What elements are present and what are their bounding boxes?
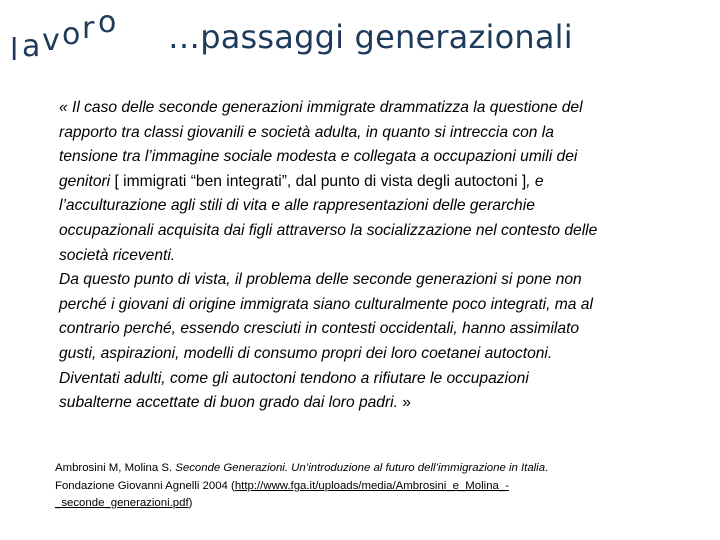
reference-line: _seconde_generazioni.pdf) — [55, 497, 193, 509]
quote-line: « Il caso delle seconde generazioni immigrate drammatizza la questione del — [59, 99, 583, 116]
quote-line: genitori [ immigrati “ben integrati”, dal punto di vista degli autoctoni ], e — [59, 172, 544, 190]
quote-line: tensione tra l’immagine sociale modesta e collegata a occupazioni umili dei — [59, 148, 578, 166]
reference-book-title: Seconde Generazioni. Un’introduzione al futuro dell’immigrazione in Italia — [175, 462, 546, 474]
quote-line: Da questo punto di vista, il problema delle seconde generazioni si pone non — [59, 271, 582, 289]
quote-line: subalterne accettate di buon grado dai loro padri. » — [59, 394, 411, 412]
quote-line: Diventati adulti, come gli autoctoni tendono a rifiutare le occupazioni — [59, 369, 529, 387]
quote-block — [59, 96, 685, 416]
quote-line: gusti, aspirazioni, modelli di consumo propri dei loro coetanei autoctoni. — [59, 344, 553, 362]
reference-publisher: Fondazione Giovanni Agnelli 2004 ( — [55, 479, 235, 492]
reference-citation — [55, 460, 695, 513]
reference-line — [55, 478, 695, 496]
quote-line: rapporto tra classi giovanili e società adulta, in quanto si intreccia con la — [59, 123, 554, 141]
quote-line: occupazionali acquisita dai figli attraverso la socializzazione nel contesto delle — [59, 221, 598, 239]
reference-line: Ambrosini M, Molina S. Seconde Generazioni. Un’introduzione al futuro dell’immigrazione in Italia. — [55, 462, 549, 474]
reference-authors: Ambrosini M, Molina S. — [55, 462, 176, 474]
quote-line: l’acculturazione agli stili di vita e alle rappresentazioni delle gerarchie — [59, 197, 535, 215]
page-title: …passaggi generazionali — [168, 18, 573, 56]
quote-line: società riceventi. — [59, 246, 176, 264]
reference-link[interactable]: http://www.fga.it/uploads/media/Ambrosini_e_Molina_- — [234, 479, 509, 492]
logo-letter: r — [82, 11, 95, 46]
logo-letter: o — [98, 5, 117, 40]
logo-letter: a — [22, 29, 41, 64]
logo-lavoro — [10, 5, 130, 68]
quote-line: contrario perché, essendo cresciuti in contesti occidentali, hanno assimilato — [59, 320, 580, 338]
quote-close-mark: » — [397, 394, 411, 412]
quote-line: perché i giovani di origine immigrata siano culturalmente poco integrati, ma al — [59, 295, 593, 313]
reference-link[interactable]: _seconde_generazioni.pdf — [55, 497, 189, 509]
logo-letter: v — [42, 23, 60, 58]
logo-letter: l — [10, 33, 19, 68]
logo-letter: o — [62, 17, 81, 52]
quote-bracket-note: [ immigrati “ben integrati”, dal punto di vista degli autoctoni ] — [114, 172, 527, 190]
